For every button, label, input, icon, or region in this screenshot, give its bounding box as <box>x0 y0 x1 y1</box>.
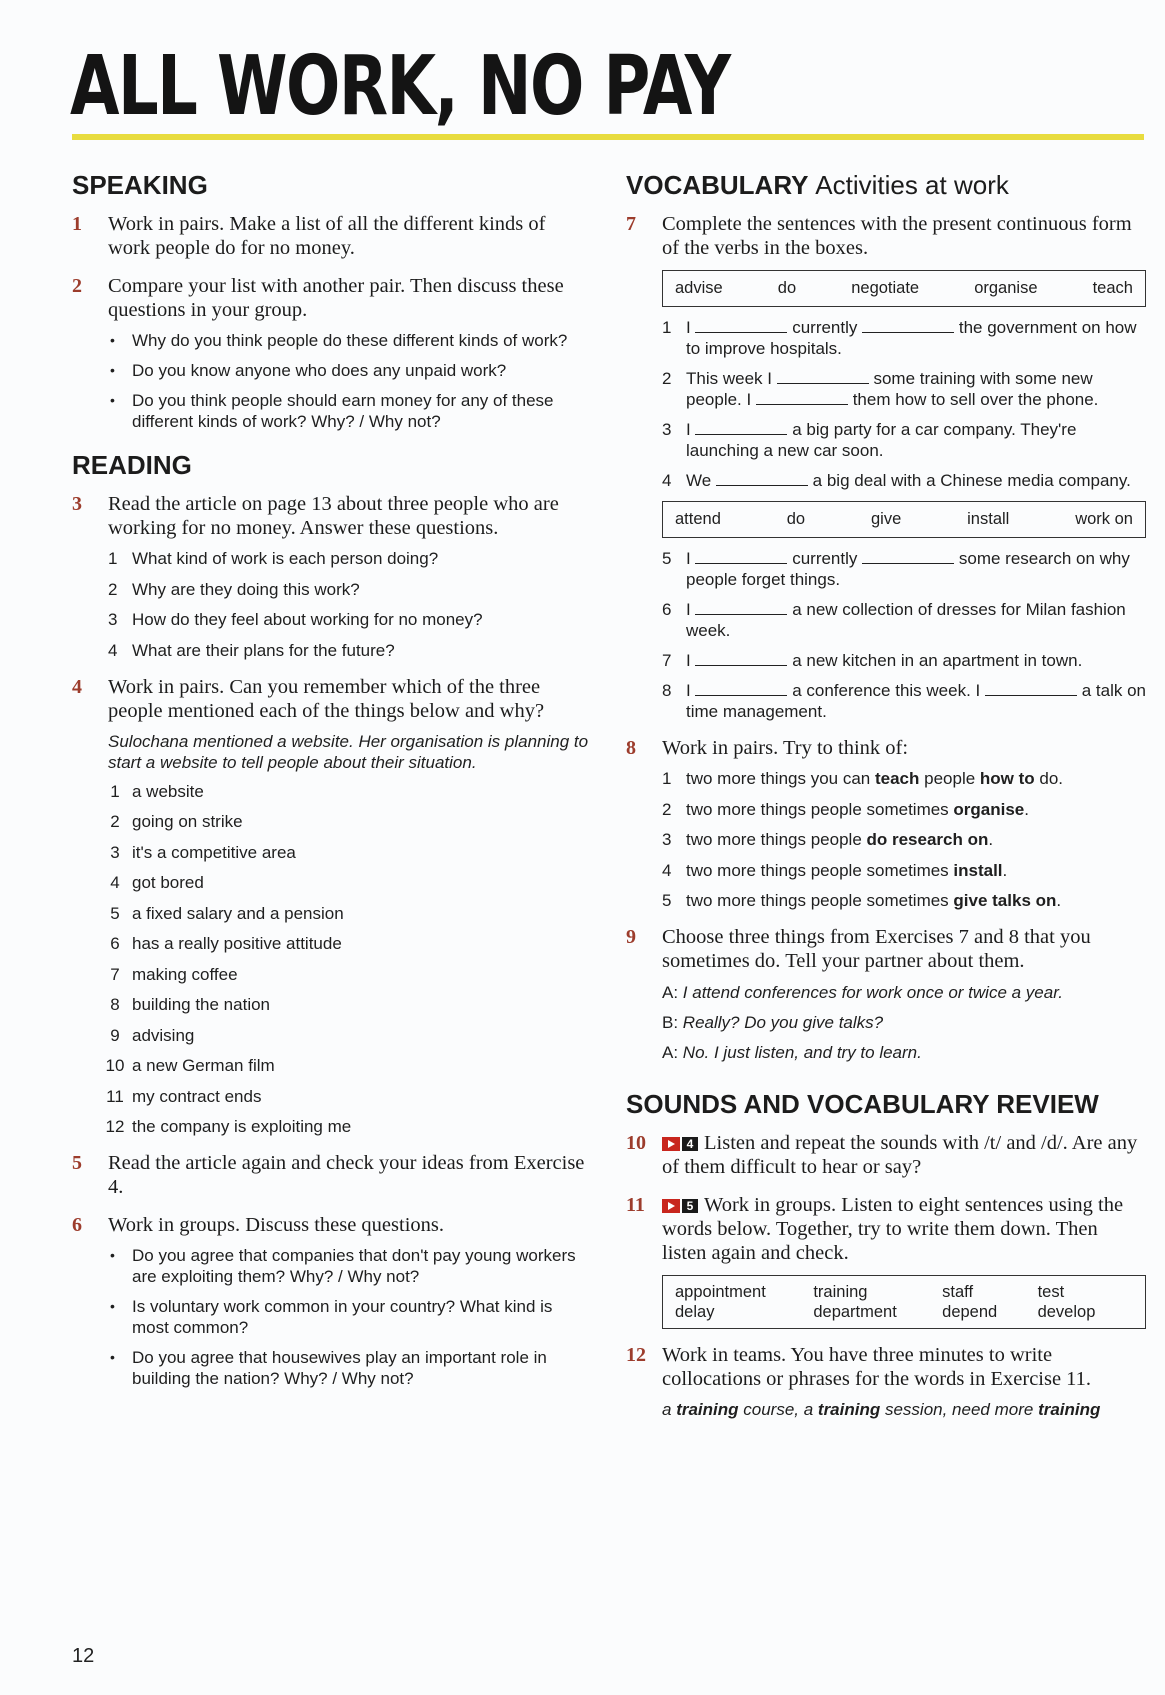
list-item: 7 making coffee <box>110 964 238 984</box>
answer-blank[interactable] <box>716 471 808 486</box>
list-item: 10 a new German film <box>105 1056 275 1075</box>
gap-sentence: 3 I a big party for a car company. They're launching a new car soon. <box>662 420 1077 460</box>
exercise-number: 5 <box>72 1152 82 1174</box>
exercise-11 <box>626 1193 1146 1329</box>
list-item: 3 it's a competitive area <box>110 842 296 862</box>
exercise-5 <box>72 1151 592 1199</box>
box-word: depend <box>942 1303 998 1321</box>
reading-heading: READING <box>72 450 192 480</box>
list-item: 4 What are their plans for the future? <box>108 640 395 660</box>
answer-blank[interactable] <box>985 681 1077 696</box>
verb-word: organise <box>974 279 1038 297</box>
dialogue-line: B: Really? Do you give talks? <box>662 1013 884 1032</box>
verb-word: advise <box>675 279 723 297</box>
list-item: 3 two more things people do research on. <box>662 830 994 849</box>
verb-word: work on <box>1075 510 1133 528</box>
exercise-9 <box>626 925 1146 1063</box>
vocabulary-heading: VOCABULARY Activities at work <box>626 170 1009 200</box>
list-item: • Why do you think people do these different kinds of work? <box>108 330 592 351</box>
exercise-number: 4 <box>72 675 82 698</box>
exercise-2 <box>72 274 592 432</box>
answer-blank[interactable] <box>695 600 787 615</box>
verb-word: do <box>786 510 806 528</box>
list-item: • Do you agree that housewives play an important role in building the nation? Why? / Why not? <box>108 1347 592 1389</box>
answer-blank[interactable] <box>756 390 848 405</box>
exercise-number: 10 <box>626 1132 646 1154</box>
list-item: 2 Why are they doing this work? <box>108 579 360 599</box>
audio-track-number: 4 <box>682 1137 698 1151</box>
exercise-1 <box>72 212 592 260</box>
exercise-instruction: Work in pairs. Can you remember which of the three people mentioned each of the things below and why? <box>108 675 545 722</box>
box-word: appointment <box>675 1283 766 1301</box>
exercise-number: 9 <box>626 926 636 948</box>
exercise-number: 1 <box>72 213 82 235</box>
exercise-instruction: Work in pairs. Try to think of: <box>662 737 909 759</box>
item-list <box>662 768 1146 911</box>
gap-sentence: 1 I currently the government on how to improve hospitals. <box>662 318 1137 358</box>
exercise-12 <box>626 1343 1146 1420</box>
verb-box <box>662 501 1146 538</box>
bullet-list <box>108 330 592 432</box>
exercise-instruction: Read the article again and check your ideas from Exercise 4. <box>108 1152 585 1198</box>
verb-word: do <box>777 279 797 297</box>
list-item: 1 What kind of work is each person doing? <box>108 549 439 568</box>
exercise-instruction: 4 Listen and repeat the sounds with /t/ and /d/. Are any of them difficult to hear or say? <box>662 1132 1138 1178</box>
box-word: test <box>1037 1283 1065 1301</box>
gap-sentence: 2 This week I some training with some new people. I them how to sell over the phone. <box>662 369 1099 409</box>
answer-blank[interactable] <box>695 420 787 435</box>
verb-word: negotiate <box>851 279 920 297</box>
exercise-number: 6 <box>72 1214 82 1236</box>
list-item: 5 two more things people sometimes give talks on. <box>662 891 1062 910</box>
exercise-instruction: Compare your list with another pair. Then discuss these questions in your group. <box>108 275 564 321</box>
list-item: 4 got bored <box>110 873 204 892</box>
page-title: ALL WORK, NO PAY <box>70 39 730 134</box>
list-item: • Is voluntary work common in your country? What kind is most common? <box>108 1296 592 1338</box>
exercise-number: 3 <box>72 493 82 515</box>
box-word: training <box>813 1283 868 1301</box>
list-item: 9 advising <box>110 1025 195 1045</box>
left-column <box>72 170 592 1403</box>
gap-sentence: 4 We a big deal with a Chinese media company. <box>662 471 1131 490</box>
list-item: • Do you agree that companies that don't pay young workers are exploiting them? Why? / Why not? <box>108 1245 592 1287</box>
question-list <box>108 548 592 661</box>
list-item: 12 the company is exploiting me <box>105 1117 352 1136</box>
exercise-4 <box>72 675 592 1138</box>
verb-word: give <box>870 510 902 528</box>
answer-blank[interactable] <box>695 549 787 564</box>
exercise-7 <box>626 212 1146 722</box>
answer-blank[interactable] <box>862 318 954 333</box>
answer-blank[interactable] <box>695 651 787 666</box>
exercise-instruction: 5 Work in groups. Listen to eight sentences using the words below. Together, try to write them down. Then listen again and check. <box>662 1194 1124 1264</box>
exercise-6 <box>72 1213 592 1389</box>
answer-blank[interactable] <box>695 681 787 696</box>
vocabulary-subheading: Activities at work <box>815 170 1009 200</box>
page-number: 12 <box>72 1645 95 1667</box>
example-answer: a training course, a training session, need more training <box>662 1400 1101 1419</box>
review-heading: SOUNDS AND VOCABULARY REVIEW <box>626 1089 1099 1119</box>
exercise-number: 8 <box>626 737 636 759</box>
list-item: 11 my contract ends <box>106 1086 262 1106</box>
list-item: • Do you think people should earn money for any of these different kinds of work? Why? / Why not? <box>108 390 592 432</box>
verb-word: teach <box>1092 279 1133 297</box>
verb-box <box>662 270 1146 307</box>
list-item: • Do you know anyone who does any unpaid work? <box>108 360 592 381</box>
audio-play-icon[interactable] <box>662 1199 698 1213</box>
answer-blank[interactable] <box>777 369 869 384</box>
exercise-8 <box>626 736 1146 911</box>
list-item: 3 How do they feel about working for no money? <box>108 610 483 629</box>
exercise-number: 12 <box>626 1344 646 1366</box>
list-item: 4 two more things people sometimes install. <box>662 860 1008 880</box>
gap-sentence: 8 I a conference this week. I a talk on time management. <box>662 681 1146 721</box>
list-item: 1 two more things you can teach people how to do. <box>662 769 1064 788</box>
list-item: 8 building the nation <box>110 995 271 1014</box>
speaking-heading: SPEAKING <box>72 170 208 200</box>
right-column <box>626 170 1146 1434</box>
answer-blank[interactable] <box>862 549 954 564</box>
exercise-number: 7 <box>626 213 636 235</box>
box-word: delay <box>675 1303 715 1321</box>
exercise-instruction: Work in teams. You have three minutes to write collocations or phrases for the words in Exercise 11. <box>662 1344 1092 1390</box>
exercise-number: 2 <box>72 275 82 297</box>
item-list <box>105 781 592 1138</box>
audio-play-icon[interactable] <box>662 1137 698 1151</box>
example-answer: Sulochana mentioned a website. Her organisation is planning to start a website to tell people about their situation. <box>108 731 589 772</box>
box-word: develop <box>1037 1303 1096 1321</box>
gap-sentence: 6 I a new collection of dresses for Milan fashion week. <box>662 600 1126 640</box>
exercise-10 <box>626 1131 1146 1179</box>
gap-sentence: 5 I currently some research on why people forget things. <box>662 549 1130 589</box>
dialogue-line: A: I attend conferences for work once or twice a year. <box>662 983 1063 1002</box>
audio-track-number: 5 <box>682 1199 698 1213</box>
list-item: 1 a website <box>110 781 204 801</box>
list-item: 2 two more things people sometimes organise. <box>662 799 1029 819</box>
bullet-list <box>108 1245 592 1389</box>
verb-word: attend <box>675 510 721 528</box>
title-underline <box>72 134 1144 140</box>
exercise-number: 11 <box>626 1194 645 1216</box>
gap-sentence: 7 I a new kitchen in an apartment in town. <box>662 651 1083 670</box>
dialogue-line: A: No. I just listen, and try to learn. <box>662 1043 922 1062</box>
exercise-instruction: Work in groups. Discuss these questions. <box>108 1214 445 1236</box>
exercise-instruction: Choose three things from Exercises 7 and 8 that you sometimes do. Tell your partner about them. <box>662 926 1091 972</box>
list-item: 5 a fixed salary and a pension <box>110 903 344 923</box>
word-box <box>662 1275 1146 1329</box>
exercise-instruction: Complete the sentences with the present continuous form of the verbs in the boxes. <box>662 213 1132 259</box>
box-word: department <box>813 1303 897 1321</box>
list-item: 2 going on strike <box>110 812 243 831</box>
answer-blank[interactable] <box>695 318 787 333</box>
verb-word: install <box>967 510 1010 528</box>
list-item: 6 has a really positive attitude <box>110 934 342 953</box>
exercise-3 <box>72 492 592 661</box>
box-word: staff <box>942 1283 974 1301</box>
exercise-instruction: Work in pairs. Make a list of all the different kinds of work people do for no money. <box>108 213 546 259</box>
exercise-instruction: Read the article on page 13 about three people who are working for no money. Answer these questions. <box>108 493 559 539</box>
